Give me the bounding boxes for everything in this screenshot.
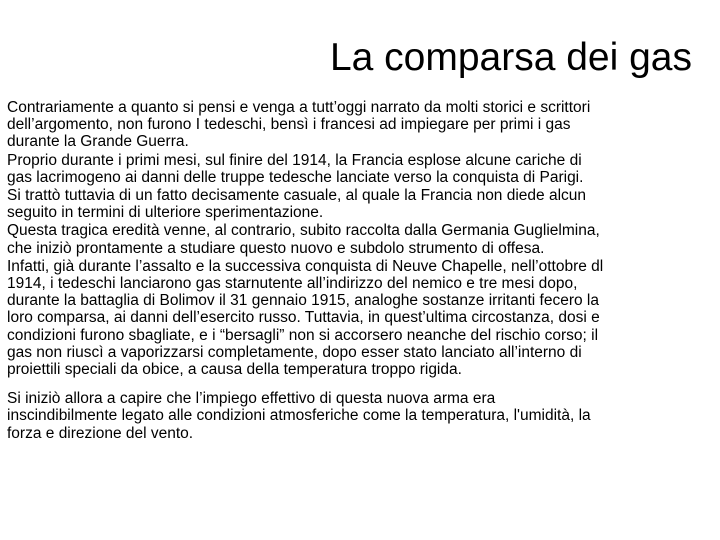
slide-body xyxy=(7,99,607,442)
slide-title: La comparsa dei gas xyxy=(329,36,692,79)
paragraph-casual-event: Si trattò tuttavia di un fatto decisamente casuale, al quale la Francia non diede alcun seguito in termini di ulteriore sperimentazione. xyxy=(7,187,587,222)
paragraph-atmospheric-conditions: Si iniziò allora a capire che l’impiego effettivo di questa nuova arma era inscindibilmente legato alle condizioni atmosferiche come la temperatura, l'umidità, la forza e direzione del vento. xyxy=(7,390,591,442)
paragraph-gas-origins: Contrariamente a quanto si pensi e venga a tutt’oggi narrato da molti storici e scrittori dell’argomento, non furono I tedeschi, bensì i francesi ad impiegare per primi i gas durante la Grande Guerra. xyxy=(7,99,591,151)
paragraph-france-1914: Proprio durante i primi mesi, sul finire del 1914, la Francia esplose alcune cariche di gas lacrimogeno ai danni delle truppe tedesche lanciate verso la conquista di Parigi. xyxy=(7,151,584,186)
paragraph-germany-legacy: Questa tragica eredità venne, al contrario, subito raccolta dalla Germania Guglielmina, che iniziò prontamente a studiare questo nuovo e subdolo strumento di offesa. xyxy=(7,222,600,257)
paragraph-neuve-chapelle-bolimov: Infatti, già durante l’assalto e la successiva conquista di Neuve Chapelle, nell’ottobre dl 1914, i tedeschi lanciarono gas starnutente all’indirizzo del nemico e tre mesi dopo, durante la battaglia di Bolimov il 31 gennaio 1915, analoghe sostanze irritanti fecero la loro comparsa, ai danni dell’esercito russo. Tuttavia, in quest’ultima circostanza, dosi e condizioni furono sbagliate, e i “bersagli” non si accorsero neanche del rischio corso; il gas non riuscì a vaporizzarsi completamente, dopo esser stato lanciato all’interno di proiettili speciali da obice, a causa della temperatura troppo rigida. xyxy=(7,257,604,379)
